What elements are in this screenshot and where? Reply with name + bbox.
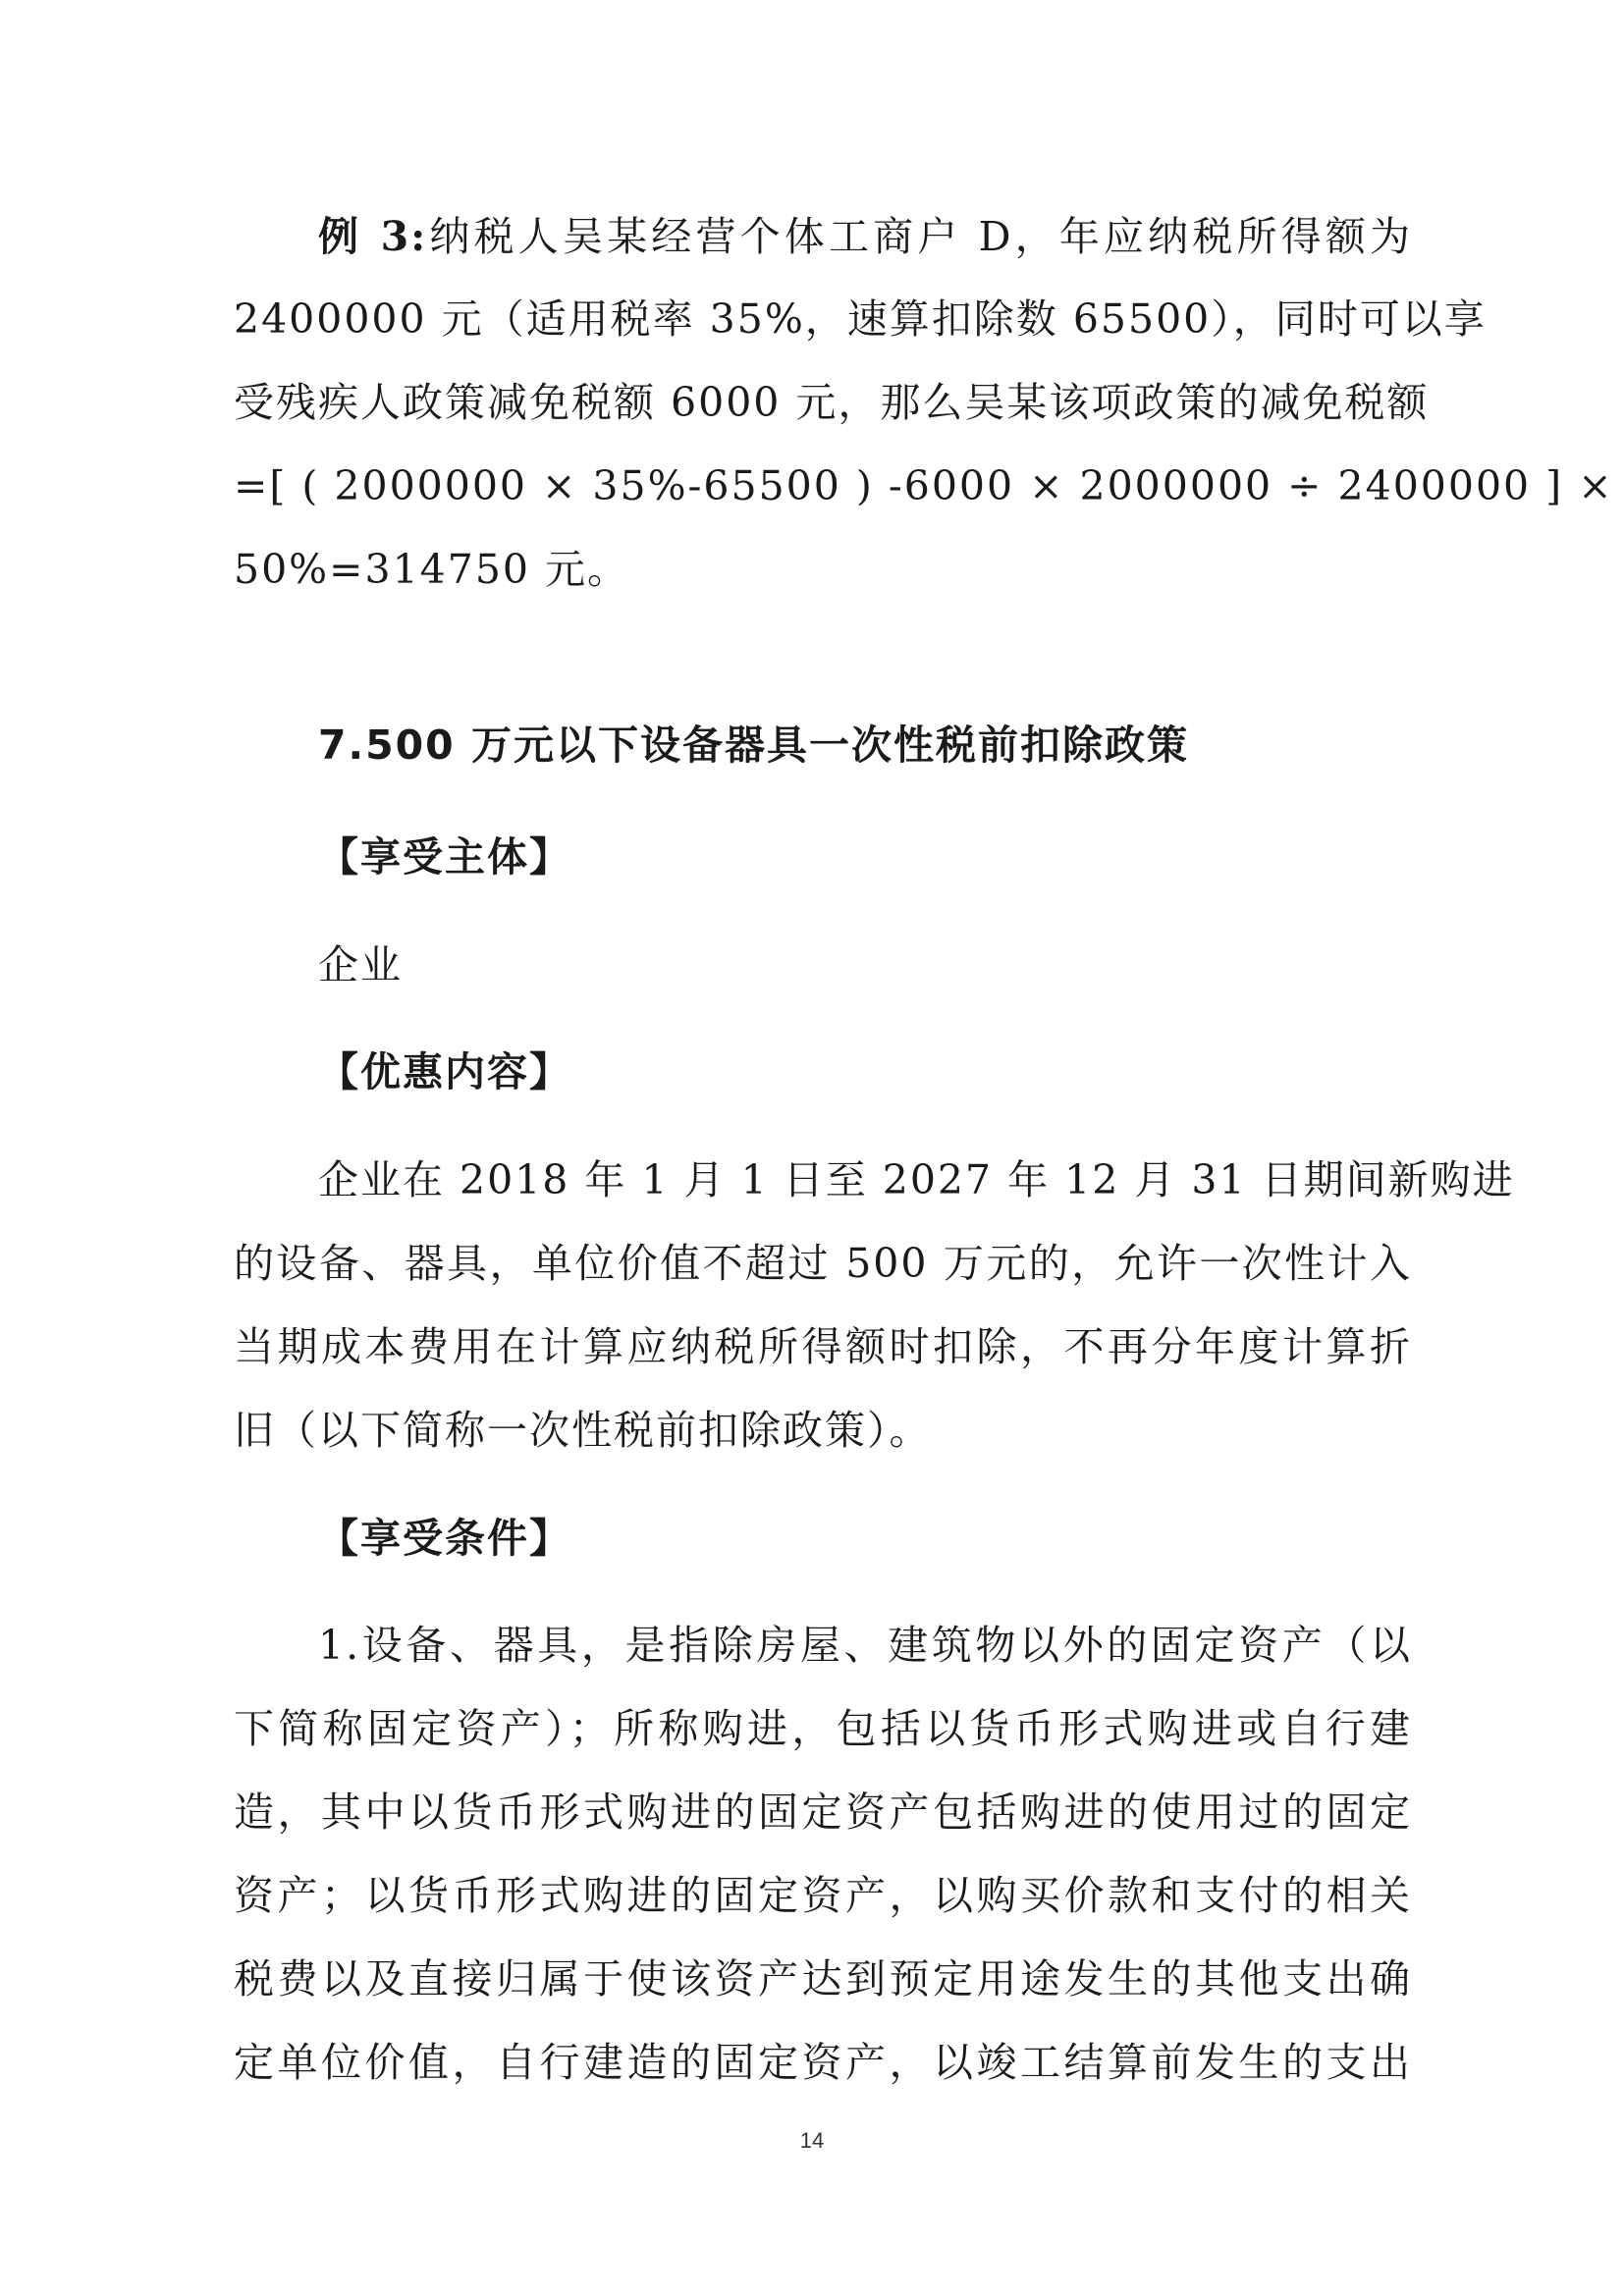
preferential-content-line-2: 的设备、器具，单位价值不超过 500 万元的，允许一次性计入	[234, 1240, 1412, 1287]
example3-label: 例 3:	[318, 213, 428, 260]
preferential-content-heading: 【优惠内容】	[318, 1048, 571, 1095]
beneficiary-text: 企业	[318, 941, 403, 988]
example3-line-1-text: 纳税人吴某经营个体工商户 D，年应纳税所得额为	[427, 213, 1413, 260]
example3-line-4: =[ ( 2000000 × 35%-65500 ) -6000 × 2000000 ÷ 2400000 ] ×	[234, 462, 1614, 509]
preferential-content-line-3: 当期成本费用在计算应纳税所得额时扣除，不再分年度计算折	[234, 1323, 1412, 1370]
conditions-line-1: 1.设备、器具，是指除房屋、建筑物以外的固定资产（以	[318, 1622, 1412, 1669]
example3-line-5: 50%=314750 元。	[234, 546, 630, 593]
preferential-content-line-4: 旧（以下简称一次性税前扣除政策）。	[234, 1407, 932, 1454]
beneficiary-heading: 【享受主体】	[318, 833, 571, 881]
conditions-heading: 【享受条件】	[318, 1515, 571, 1562]
conditions-line-3: 造，其中以货币形式购进的固定资产包括购进的使用过的固定	[234, 1789, 1412, 1836]
preferential-content-line-1: 企业在 2018 年 1 月 1 日至 2027 年 12 月 31 日期间新购进	[318, 1156, 1515, 1203]
section-title: 7.500 万元以下设备器具一次性税前扣除政策	[318, 721, 1189, 769]
page-number: 14	[799, 2128, 825, 2153]
conditions-line-5: 税费以及直接归属于使该资产达到预定用途发生的其他支出确	[234, 1955, 1412, 2002]
conditions-line-2: 下简称固定资产）；所称购进，包括以货币形式购进或自行建	[234, 1705, 1412, 1752]
example3-line-2: 2400000 元（适用税率 35%，速算扣除数 65500），同时可以享	[234, 295, 1487, 343]
conditions-line-6: 定单位价值，自行建造的固定资产，以竣工结算前发生的支出	[234, 2039, 1412, 2086]
example3-line-1	[318, 207, 1412, 266]
conditions-line-4: 资产；以货币形式购进的固定资产，以购买价款和支付的相关	[234, 1872, 1412, 1919]
example3-line-3: 受残疾人政策减免税额 6000 元，那么吴某该项政策的减免税额	[234, 379, 1430, 426]
